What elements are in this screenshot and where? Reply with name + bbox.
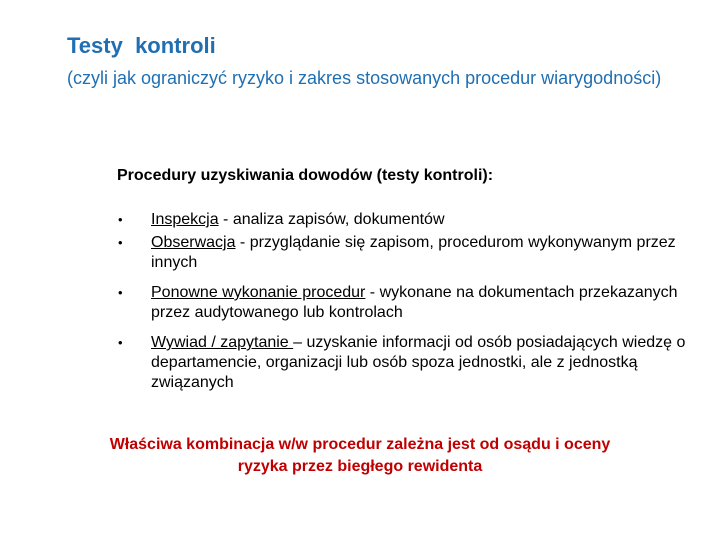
slide-title: Testy kontroli: [67, 33, 216, 58]
bullet-icon: •: [118, 285, 123, 300]
procedure-description: – uzyskanie informacji od osób posiadających wiedzę o departamencie, organizacji lub osób spoza jednostki, ale z jednostką związanych: [151, 334, 686, 391]
procedure-item-ponowne-wykonanie: [118, 283, 708, 323]
procedure-term: Inspekcja: [151, 211, 219, 228]
procedure-list: [118, 210, 708, 393]
procedure-term: Obserwacja: [151, 234, 236, 251]
bullet-icon: •: [118, 335, 123, 350]
section-heading: Procedury uzyskiwania dowodów (testy kontroli):: [117, 167, 494, 184]
slide-subtitle: (czyli jak ograniczyć ryzyko i zakres stosowanych procedur wiarygodności): [67, 68, 662, 88]
procedure-term: Wywiad / zapytanie: [151, 334, 294, 351]
conclusion-note: Właściwa kombinacja w/w procedur zależna jest od osądu i oceny ryzyka przez biegłego rewidenta: [109, 436, 611, 475]
procedure-description: - przyglądanie się zapisom, procedurom wykonywanym przez innych: [151, 234, 676, 271]
procedure-term: Ponowne wykonanie procedur: [151, 284, 366, 301]
bullet-icon: •: [118, 212, 123, 227]
bullet-icon: •: [118, 235, 123, 250]
procedure-description: - wykonane na dokumentach przekazanych przez audytowanego lub kontrolach: [151, 284, 678, 321]
procedure-item-inspekcja: [118, 210, 708, 230]
procedure-item-obserwacja: [118, 233, 708, 273]
procedure-description: - analiza zapisów, dokumentów: [218, 211, 445, 228]
procedure-item-wywiad: [118, 333, 708, 393]
